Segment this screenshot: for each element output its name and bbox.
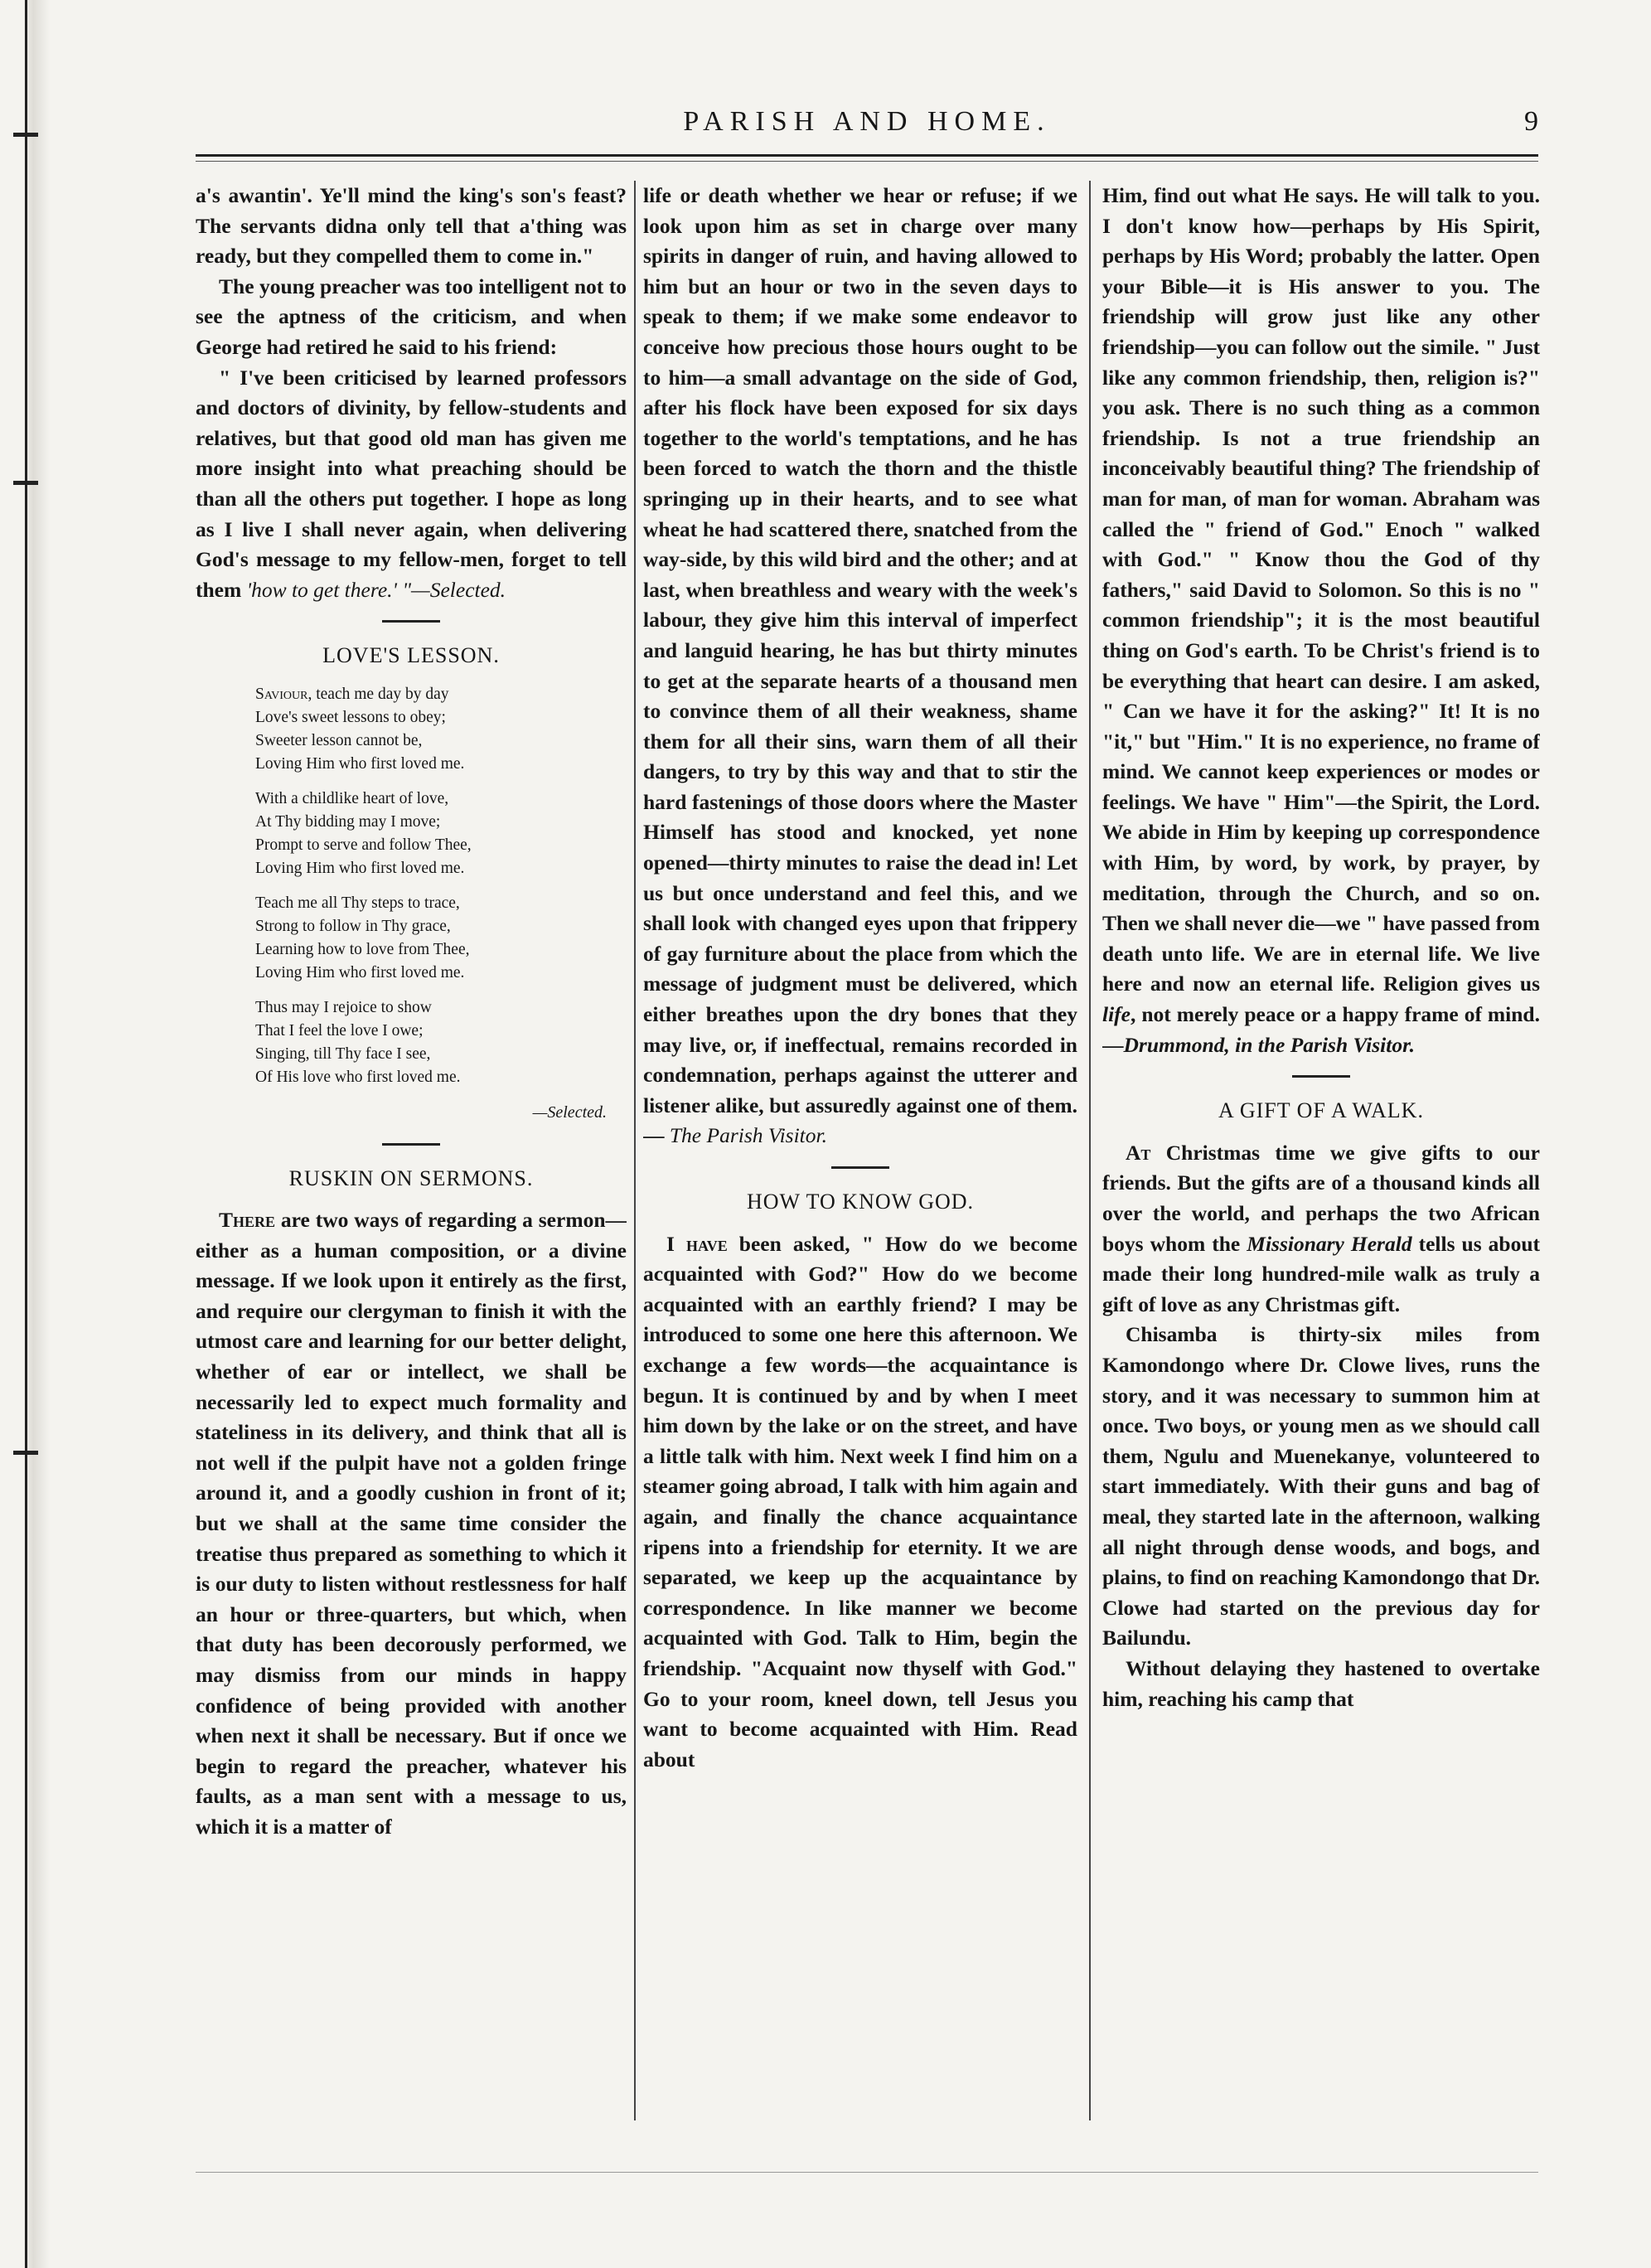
italic-word: life [1102,1002,1131,1027]
lead-word: At [1126,1140,1151,1165]
paragraph: I have been asked, " How do we become acquainted with God?" How do we become acquainted with an earthly friend? I may be introduced to some one here this afternoon. We exchange a few words—the acquaintance is begun. It is continued by and by when I meet him down by the lake or on the street, and have a little talk with him. Next week I find him on a steamer going abroad, I talk with him again and again, and finally the chance acquaintance ripens into a friendship for eternity. It we are separated, we keep up the acquaintance by correspondence. In like manner we become acquainted with God. Talk to Him, begin the friendship. "Acquaint now thyself with God." Go to your room, kneel down, tell Jesus you want to become acquainted with Him. Read about [643,1231,1077,1771]
article-credit: —Selected. [411,577,506,602]
poem-credit: —Selected. [532,1102,607,1122]
paragraph: Chisamba is thirty-six miles from Kamondongo where Dr. Clowe lives, runs the story, and it was necessary to summon him at once. Two boys, or young men as we should call them, Ngulu and Muenekanye, volunteered to start immediately. With their guns and bag of meal, they started late in the afternoon, walking all night through dense woods, and bogs, and plains, to find on reaching Kamondongo that Dr. Clowe had started on the previous day for Bailundu. [1102,1322,1540,1650]
poem-line: Saviour, teach me day by day [255,685,449,703]
article-title: HOW TO KNOW GOD. [746,1190,975,1214]
column-3 [1102,181,1540,2120]
poem-stanza [255,683,627,776]
paragraph: The young preacher was too intelligent not to see the aptness of the criticism, and when George had retired he said to his friend: [196,274,627,359]
poem-line: With a childlike heart of love, [255,789,449,807]
margin-tick [13,481,38,485]
poem [255,683,627,1089]
poem-line: Loving Him who first loved me. [255,754,465,773]
lead-word: There [219,1208,276,1233]
margin-tick [13,1451,38,1455]
section-separator [1292,1075,1350,1078]
poem-line: Of His love who first loved me. [255,1068,461,1086]
poem-stanza [255,996,627,1089]
poem-line: Love's sweet lessons to obey; [255,708,446,726]
header-rule [196,161,1538,162]
poem-line: Sweeter lesson cannot be, [255,731,423,749]
poem-stanza [255,788,627,880]
article-title: RUSKIN ON SERMONS. [288,1166,534,1190]
poem-stanza [255,892,627,985]
section-separator [831,1166,889,1169]
poem-lead-word: Saviour [255,685,308,703]
poem-title: LOVE'S LESSON. [322,643,500,668]
page-number: 9 [1524,106,1538,137]
section-separator [382,620,440,623]
article-title: A GIFT OF A WALK. [1218,1098,1424,1123]
article-credit: The Parish Visitor. [669,1123,827,1148]
lead-word: I have [666,1231,728,1256]
italic-quote: 'how to get there.' " [246,577,412,602]
poem-line: Teach me all Thy steps to trace, [255,894,460,912]
poem-line: That I feel the love I owe; [255,1021,424,1040]
column-divider [634,181,636,2120]
poem-line: Singing, till Thy face I see, [255,1044,431,1063]
section-separator [382,1143,440,1146]
article-credit: Drummond, in the Parish Visitor. [1123,1032,1415,1057]
column-divider [1089,181,1091,2120]
page-header [196,106,1538,148]
poem-line: Prompt to serve and follow Thee, [255,836,472,854]
poem-line: Loving Him who first loved me. [255,859,465,877]
paragraph-text: " I've been criticised by learned professors and doctors of divinity, by fellow-students and relatives, but that good old man has given me more insight into what preaching should be than all the others put together. I hope as long as I live I shall never again, when delivering God's message to my fellow-men, forget to tell them [196,365,627,602]
paragraph: There are two ways of regarding a sermon—either as a human composition, or a divine message. If we look upon it entirely as the first, and require our clergyman to finish it with the utmost care and learning for our better delight, whether of ear or intellect, we shall be necessarily led to expect much formality and stateliness in its delivery, and think that all is not well if the pulpit have not a golden fringe around it, and a goodly cushion in front of it; but we shall at the same time consider the treatise thus prepared as something to which it is our duty to listen without restlessness for half an hour or three-quarters, but which, when that duty has been decorously performed, we may dismiss from our minds in happy confidence of being provided with another when next it shall be necessary. But if once we begin to regard the preacher, whatever his faults, as a man sent with a message to us, which it is a matter of [196,1208,627,1839]
poem-line: Loving Him who first loved me. [255,963,465,981]
paragraph: At Christmas time we give gifts to our friends. But the gifts are of a thousand kinds all over the world, and perhaps the two African boys whom the Missionary Herald tells us about made their long hundred-mile walk as truly a gift of love as any Christmas gift. [1102,1140,1540,1316]
column-2 [643,181,1077,2120]
poem-line: Thus may I rejoice to show [255,998,432,1016]
margin-binding-line [25,0,27,2268]
header-rule [196,154,1538,157]
paragraph [196,363,627,606]
poem-line: At Thy bidding may I move; [255,812,441,831]
paragraph: a's awantin'. Ye'll mind the king's son's feast? The servants didna only tell that a'thing was ready, but they compelled them to come in." [196,183,627,269]
paragraph: Without delaying they hastened to overtake him, reaching his camp that [1102,1655,1540,1711]
italic-title: Missionary Herald [1247,1231,1412,1256]
paragraph: Him, find out what He says. He will talk to you. I don't know how—perhaps by His Spirit, perhaps by His Word; probably the latter. Open your Bible—it is His answer to you. The friendship will grow just like any other friendship—you can follow out the simile. " Just like any common friendship, then, religion is?" you ask. There is no such thing as a common friendship. Is not a true friendship an inconceivably beautiful thing? The friendship of man for man, of man for woman. Abraham was called the " friend of God." Enoch " walked with God." " Know thou the God of thy fathers," said David to Solomon. So this is no " common friendship"; it is the most beautiful thing on God's earth. To be Christ's friend is to be everything that heart can desire. I am asked, " Can we have it for the asking?" It! It is no "it," but "Him." It is no experience, no frame of mind. We cannot keep experiences or modes or feelings. We have " Him"—the Spirit, the Lord. We abide in Him by keeping up correspondence with Him, by word, by work, by prayer, by meditation, through the Church, and so on. Then we shall never die—we " have passed from death unto life. We are in eternal life. We live here and now an eternal life. Religion gives us life, not merely peace or a happy frame of mind.—Drummond, in the Parish Visitor. [1102,183,1540,1057]
paragraph: life or death whether we hear or refuse; if we look upon him as set in charge over many spirits in danger of ruin, and having allowed to him but an hour or two in the seven days to speak to them; if we make some endeavor to conceive how precious those hours ought to be to him—a small advantage on the side of God, after his flock have been exposed for six days together to the world's temptations, and he has been forced to watch the thorn and the thistle springing up in their hearts, and to see what wheat he had scattered there, snatched from the way-side, by this wild bird and the other; and at last, when breathless and weary with the week's labour, they give him this interval of imperfect and languid hearing, he has but thirty minutes to get at the separate hearts of a thousand men to convince them of all their weakness, shame them for all their sins, warn them of all their dangers, to try by this way and that to stir the hard fastenings of those doors where the Master Himself has stood and knocked, yet none opened—thirty minutes to raise the dead in! Let us but once understand and feel this, and we shall look with changed eyes upon that frippery of gay furniture about the place from which the message of judgment must be delivered, which either breathes upon the dry bones that they may live, or, if ineffectual, remains recorded in condemnation, perhaps against the utterer and listener alike, but assuredly against one of them.— The Parish Visitor. [643,183,1077,1148]
margin-tick [13,133,38,137]
column-1 [196,181,627,2120]
poem-line: Learning how to love from Thee, [255,940,470,958]
publication-title: PARISH AND HOME. [683,106,1051,137]
poem-line: Strong to follow in Thy grace, [255,917,451,935]
footer-rule [196,2172,1538,2173]
